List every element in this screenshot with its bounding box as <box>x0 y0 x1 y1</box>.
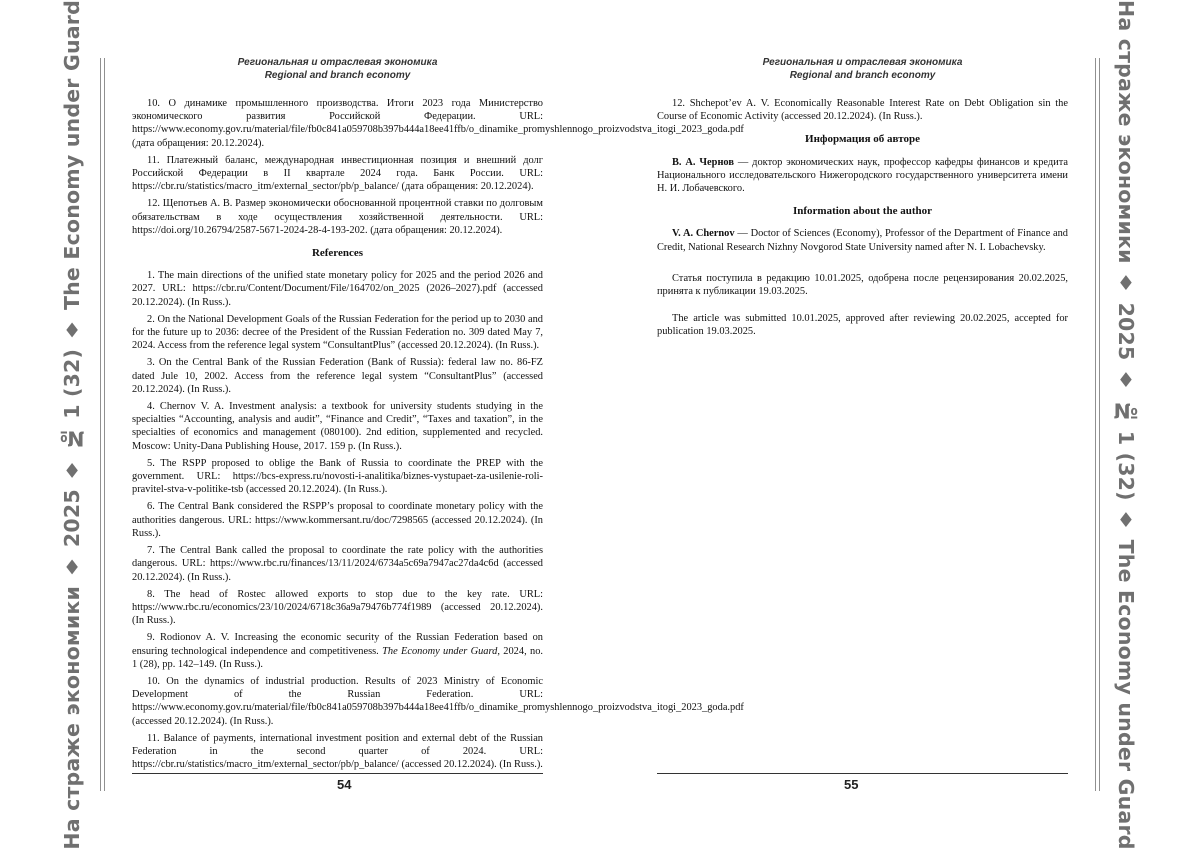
reference-item: 1. The main directions of the unified state monetary policy for 2025 and the period 2026 and 2027. URL: https://cbr.ru/Content/Document/File/164702/on_2025 (2026–2027).pdf (accessed 20.12.2024). (In Russ.). <box>132 269 543 309</box>
reference-item: 11. Платежный баланс, международная инвестиционная позиция и внешний долг Российской Федерации в II квартале 2024 года. Банк России. URL: https://cbr.ru/statistics/macro_itm/external_sector/pb/p_balance/ (дата обращения: 20.12.2024). <box>132 154 543 194</box>
journal-sidebar-right <box>1108 60 1144 790</box>
reference-text: , 2024, no. 1 (28), pp. 142–149. (In Russ.). <box>132 646 543 670</box>
sidebar-divider <box>104 58 105 791</box>
author-name: V. A. Chernov <box>672 228 735 239</box>
submission-info-ru: Статья поступила в редакцию 10.01.2025, одобрена после рецензирования 20.02.2025, принята к публикации 19.03.2025. <box>657 272 1068 298</box>
reference-item <box>132 631 543 671</box>
reference-item: 12. Щепотьев А. В. Размер экономически обоснованной процентной ставки по долговым обязательствам в ходе осуществления хозяйственной деятельности. URL: https://doi.org/10.26794/2587-5671-2024-28-4-193-202. (дата обращения: 20.12.2024). <box>132 197 543 237</box>
running-header <box>657 56 1068 82</box>
right-text-column <box>657 97 1068 343</box>
author-description: — доктор экономических наук, профессор кафедры финансов и кредита Национального исследовательского Нижегородского государственного университета имени Н. И. Лобачевского. <box>657 157 1068 194</box>
reference-item: 3. On the Central Bank of the Russian Federation (Bank of Russia): federal law no. 86-FZ dated Jule 10, 2002. Access from the reference legal system “ConsultantPlus” (accessed 20.12.2024). (In Russ.). <box>132 356 543 396</box>
page-number: 55 <box>844 777 858 792</box>
running-header <box>132 56 543 82</box>
sidebar-divider <box>1095 58 1096 791</box>
reference-item: 12. Shchepot’ev A. V. Economically Reasonable Interest Rate on Debt Obligation sin the Course of Economic Activity (accessed 20.12.2024). (In Russ.). <box>657 97 1068 123</box>
page-number: 54 <box>337 777 351 792</box>
right-page <box>600 0 1200 849</box>
journal-sidebar-left <box>54 60 90 790</box>
reference-item: 2. On the National Development Goals of the Russian Federation for the period up to 2030 and for the future up to 2036: decree of the President of the Russian Federation no. 309 dated May 7, 2024. Access from the reference legal system “ConsultantPlus” (accessed 20.12.2024). (In Russ.). <box>132 313 543 353</box>
journal-sidebar-text: На страже экономики ♦ 2025 ♦ № 1 (32) ♦ The Economy under Guard <box>60 0 84 850</box>
author-name: В. А. Чернов <box>672 157 734 168</box>
left-page <box>0 0 600 849</box>
references-heading: References <box>132 247 543 260</box>
running-header-ru: Региональная и отраслевая экономика <box>657 56 1068 69</box>
left-text-column <box>132 97 543 775</box>
author-description: — Doctor of Sciences (Economy), Professor of the Department of Finance and Credit, National Research Nizhny Novgorod State University named after N. I. Lobachevsky. <box>657 228 1068 252</box>
journal-sidebar-text: На страже экономики ♦ 2025 ♦ № 1 (32) ♦ The Economy under Guard <box>1114 0 1138 850</box>
author-info-heading-en: Information about the author <box>657 205 1068 218</box>
reference-text: 9. Rodionov A. V. Increasing the economic security of the Russian Federation based on ensuring technological independence and competitiveness. <box>132 632 543 656</box>
running-header-ru: Региональная и отраслевая экономика <box>132 56 543 69</box>
reference-item: 11. Balance of payments, international investment position and external debt of the Russian Federation in the second quarter of 2024. URL: https://cbr.ru/statistics/macro_itm/external_sector/pb/p_balance/ (accessed 20.12.2024). (In Russ.). <box>132 732 543 772</box>
running-header-en: Regional and branch economy <box>132 69 543 82</box>
sidebar-divider <box>1099 58 1100 791</box>
author-info-ru <box>657 156 1068 196</box>
reference-item: 5. The RSPP proposed to oblige the Bank of Russia to coordinate the PREP with the government. URL: https://bcs-express.ru/novosti-i-analitika/biznes-vystupaet-za-usilenie-roli-pravitel-stva-v-politike-tsb (accessed 20.12.2024). (In Russ.). <box>132 457 543 497</box>
spacer <box>657 302 1068 312</box>
reference-item: 8. The head of Rostec allowed exports to stop due to the key rate. URL: https://www.rbc.ru/economics/23/10/2024/6718c36a9a79476b774f1989 (accessed 20.12.2024). (In Russ.). <box>132 588 543 628</box>
footer-rule <box>132 773 543 774</box>
footer-rule <box>657 773 1068 774</box>
reference-item: 10. О динамике промышленного производства. Итоги 2023 года Министерство экономического развития Российской Федерации. URL: https://www.economy.gov.ru/material/file/fb0c841a059708b397b444a18ee41ffb/o_dinamike_promyshlennogo_proizvodstva_itogi_2023_goda.pdf (дата обращения: 20.12.2024). <box>132 97 543 150</box>
journal-title: The Economy under Guard <box>382 646 497 657</box>
author-info-en <box>657 227 1068 253</box>
sidebar-divider <box>100 58 101 791</box>
author-info-heading-ru: Информация об авторе <box>657 133 1068 146</box>
reference-item: 7. The Central Bank called the proposal to coordinate the rate policy with the authorities dangerous. URL: https://www.rbc.ru/finances/13/11/2024/6734a5c69a7947ac27da4c6d (accessed 20.12.2024). (In Russ.). <box>132 544 543 584</box>
spacer <box>657 258 1068 272</box>
reference-item: 6. The Central Bank considered the RSPP’s proposal to coordinate monetary policy with the authorities dangerous. URL: https://www.kommersant.ru/doc/7298565 (accessed 20.12.2024). (In Russ.). <box>132 500 543 540</box>
reference-item: 10. On the dynamics of industrial production. Results of 2023 Ministry of Economic Development of the Russian Federation. URL: https://www.economy.gov.ru/material/file/fb0c841a059708b397b444a18ee41ffb/o_dinamike_promyshlennogo_proizvodstva_itogi_2023_goda.pdf (accessed 20.12.2024). (In Russ.). <box>132 675 543 728</box>
reference-item: 4. Chernov V. A. Investment analysis: a textbook for university students studying in the specialties “Accounting, analysis and audit”, “Finance and Credit”, “Taxes and taxation”, in the specialties of economics and management (080100). 2nd edition, supplemented and recycled. Moscow: Unity-Dana Publishing House, 2017. 159 p. (In Russ.). <box>132 400 543 453</box>
submission-info-en: The article was submitted 10.01.2025, approved after reviewing 20.02.2025, accepted for publication 19.03.2025. <box>657 312 1068 338</box>
running-header-en: Regional and branch economy <box>657 69 1068 82</box>
